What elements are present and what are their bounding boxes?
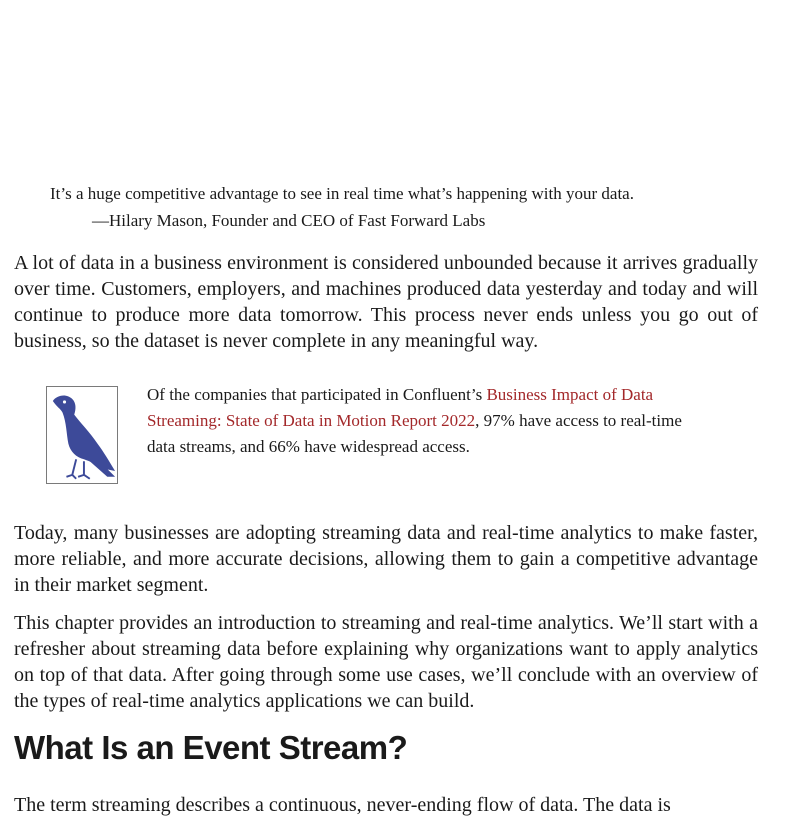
body-paragraph: The term streaming describes a continuous, never-ending flow of data. The data is	[14, 794, 671, 816]
note-text-after: , 97% have access to real-time data streams, and 66% have widespread access.	[147, 411, 682, 456]
section-heading: What Is an Event Stream?	[14, 729, 408, 766]
epigraph-quote: It’s a huge competitive advantage to see in real time what’s happening with your data.	[50, 184, 634, 203]
body-paragraph: This chapter provides an introduction to streaming and real-time analytics. We’ll start with a refresher about streaming data before explaining why organizations want to apply analytics on top of that data. After going through some use cases, we’ll conclude with an overview of the types of real-time analytics applications we can build.	[14, 612, 758, 712]
body-paragraph: Today, many businesses are adopting streaming data and real-time analytics to make faster, more reliable, and more accurate decisions, allowing them to gain a competitive advantage in their market segment.	[14, 522, 758, 596]
epigraph	[50, 180, 750, 234]
note-text-before: Of the companies that participated in Confluent’s	[147, 385, 487, 404]
note-text	[147, 382, 707, 460]
report-link[interactable]: Business Impact of Data Streaming: State of Data in Motion Report 2022	[147, 385, 654, 430]
epigraph-attribution: —Hilary Mason, Founder and CEO of Fast Forward Labs	[92, 211, 486, 230]
body-paragraph: A lot of data in a business environment is considered unbounded because it arrives gradually over time. Customers, employers, and machines produced data yesterday and today and will continue to produce more data tomorrow. This process never ends unless you go out of business, so the dataset is never complete in any meaningful way.	[14, 252, 758, 352]
bird-icon	[46, 386, 118, 484]
